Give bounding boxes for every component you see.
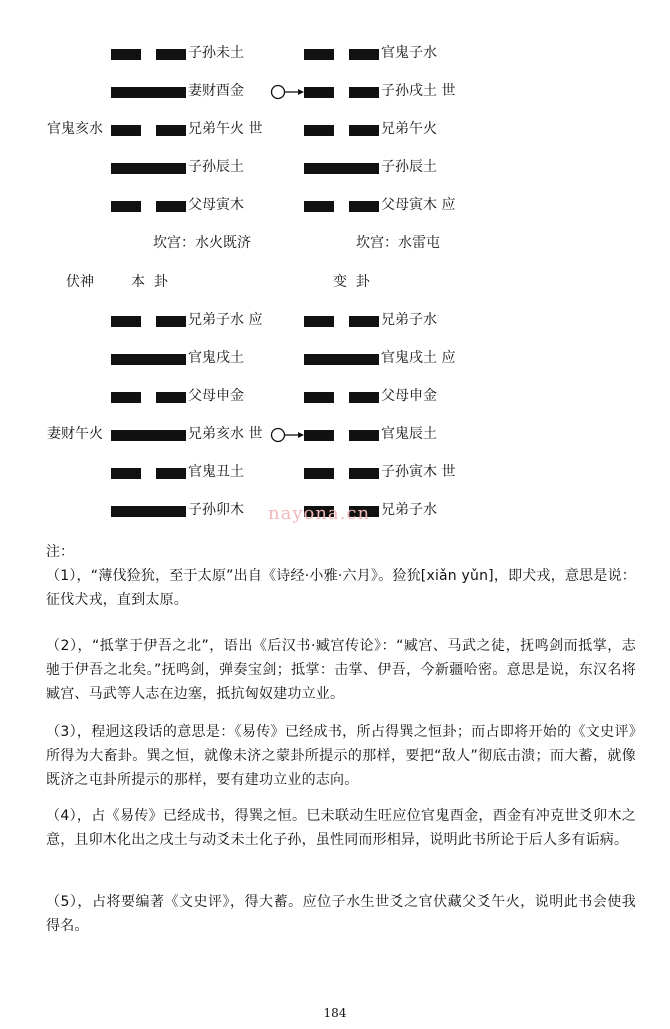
bian-yin-line (304, 125, 379, 136)
bian-yang-line (304, 354, 379, 365)
bian-line-label: 官鬼子水 (381, 45, 437, 61)
yao-row (0, 42, 670, 64)
ben-yang-line (111, 354, 186, 365)
yao-row (0, 385, 670, 407)
bian-line-label: 兄弟午火 (381, 121, 437, 137)
yao-row (0, 194, 670, 216)
bian-yin-line (304, 201, 379, 212)
ben-line-label: 父母寅木 (188, 197, 244, 213)
bian-yang-line (304, 163, 379, 174)
ben-line-label: 兄弟亥水 世 (188, 426, 263, 442)
ben-yang-line (111, 506, 186, 517)
ben-gua-caption: 坎宫：水火既济 (153, 235, 251, 251)
watermark: nayona.cn (268, 503, 371, 524)
fushen-label: 官鬼亥水 (47, 121, 103, 137)
ben-line-label: 子孙卯木 (188, 502, 244, 518)
ben-line-label: 父母申金 (188, 388, 244, 404)
yao-row (0, 80, 670, 102)
ben-yang-line (111, 430, 186, 441)
yao-row (0, 118, 670, 140)
bian-line-label: 子孙辰土 (381, 159, 437, 175)
ben-line-label: 官鬼丑土 (188, 464, 244, 480)
notes-heading: 注： (46, 544, 74, 560)
yao-row (0, 423, 670, 445)
ben-yin-line (111, 125, 186, 136)
fushen-header: 伏神 (66, 274, 94, 290)
note-paragraph: （5），占将要编著《文史评》，得大蓄。应位子水生世爻之官伏藏父爻午火，说明此书会使我得名。 (46, 894, 636, 934)
bian-gua-header: 变 卦 (333, 274, 370, 290)
ben-line-label: 子孙未土 (188, 45, 244, 61)
ben-line-label: 兄弟午火 世 (188, 121, 263, 137)
moving-line-arrow-icon (270, 425, 304, 445)
ben-yin-line (111, 468, 186, 479)
bian-line-label: 父母寅木 应 (381, 197, 456, 213)
bian-line-label: 子孙寅木 世 (381, 464, 456, 480)
page-number: 184 (323, 1006, 347, 1020)
bian-yin-line (304, 430, 379, 441)
bian-line-label: 官鬼戌土 应 (381, 350, 456, 366)
ben-line-label: 子孙辰土 (188, 159, 244, 175)
note-paragraph: （1），“薄伐猃狁，至于太原”出自《诗经·小雅·六月》。猃狁[xiǎn yǔn]，即犬戎，意思是说：征伐犬戎，直到太原。 (46, 568, 636, 608)
bian-line-label: 子孙戌土 世 (381, 83, 456, 99)
ben-yin-line (111, 201, 186, 212)
ben-line-label: 妻财酉金 (188, 83, 244, 99)
yao-row (0, 461, 670, 483)
ben-yang-line (111, 87, 186, 98)
bian-yin-line (304, 49, 379, 60)
note-paragraph: （4），占《易传》已经成书，得巽之恒。巳未联动生旺应位官鬼酉金，酉金有冲克世爻卯木之意，且卯木化出之戌土与动爻未土化子孙，虽性同而形相异，说明此书所论于后人多有诟病。 (46, 808, 636, 848)
ben-line-label: 兄弟子水 应 (188, 312, 263, 328)
yao-row (0, 156, 670, 178)
moving-line-arrow-icon (270, 82, 304, 102)
bian-yin-line (304, 87, 379, 98)
yao-row (0, 347, 670, 369)
bian-yin-line (304, 392, 379, 403)
bian-gua-caption: 坎宫：水雷屯 (356, 235, 440, 251)
bian-line-label: 父母申金 (381, 388, 437, 404)
ben-yin-line (111, 392, 186, 403)
ben-gua-header: 本 卦 (131, 274, 168, 290)
bian-line-label: 官鬼辰土 (381, 426, 437, 442)
bian-yin-line (304, 316, 379, 327)
yao-row (0, 309, 670, 331)
ben-yang-line (111, 163, 186, 174)
ben-line-label: 官鬼戌土 (188, 350, 244, 366)
note-paragraph: （3），程迥这段话的意思是：《易传》已经成书，所占得巽之恒卦；而占即将开始的《文史评》所得为大畜卦。巽之恒，就像未济之蒙卦所提示的那样，要把“敌人”彻底击溃；而大蓄，就像既济之屯卦所提示的那样，要有建功立业的志向。 (46, 724, 636, 788)
bian-yin-line (304, 468, 379, 479)
fushen-label: 妻财午火 (47, 426, 103, 442)
note-paragraph: （2），“抵掌于伊吾之北”，语出《后汉书·臧宫传论》：“臧宫、马武之徒，抚鸣剑而抵掌，志驰于伊吾之北矣。”抚鸣剑，弹奏宝剑；抵掌：击掌、伊吾，今新疆哈密。意思是说，东汉名将臧宫、马武等人志在边塞，抵抗匈奴建功立业。 (46, 638, 636, 702)
ben-yin-line (111, 49, 186, 60)
bian-line-label: 兄弟子水 (381, 312, 437, 328)
bian-line-label: 兄弟子水 (381, 502, 437, 518)
ben-yin-line (111, 316, 186, 327)
